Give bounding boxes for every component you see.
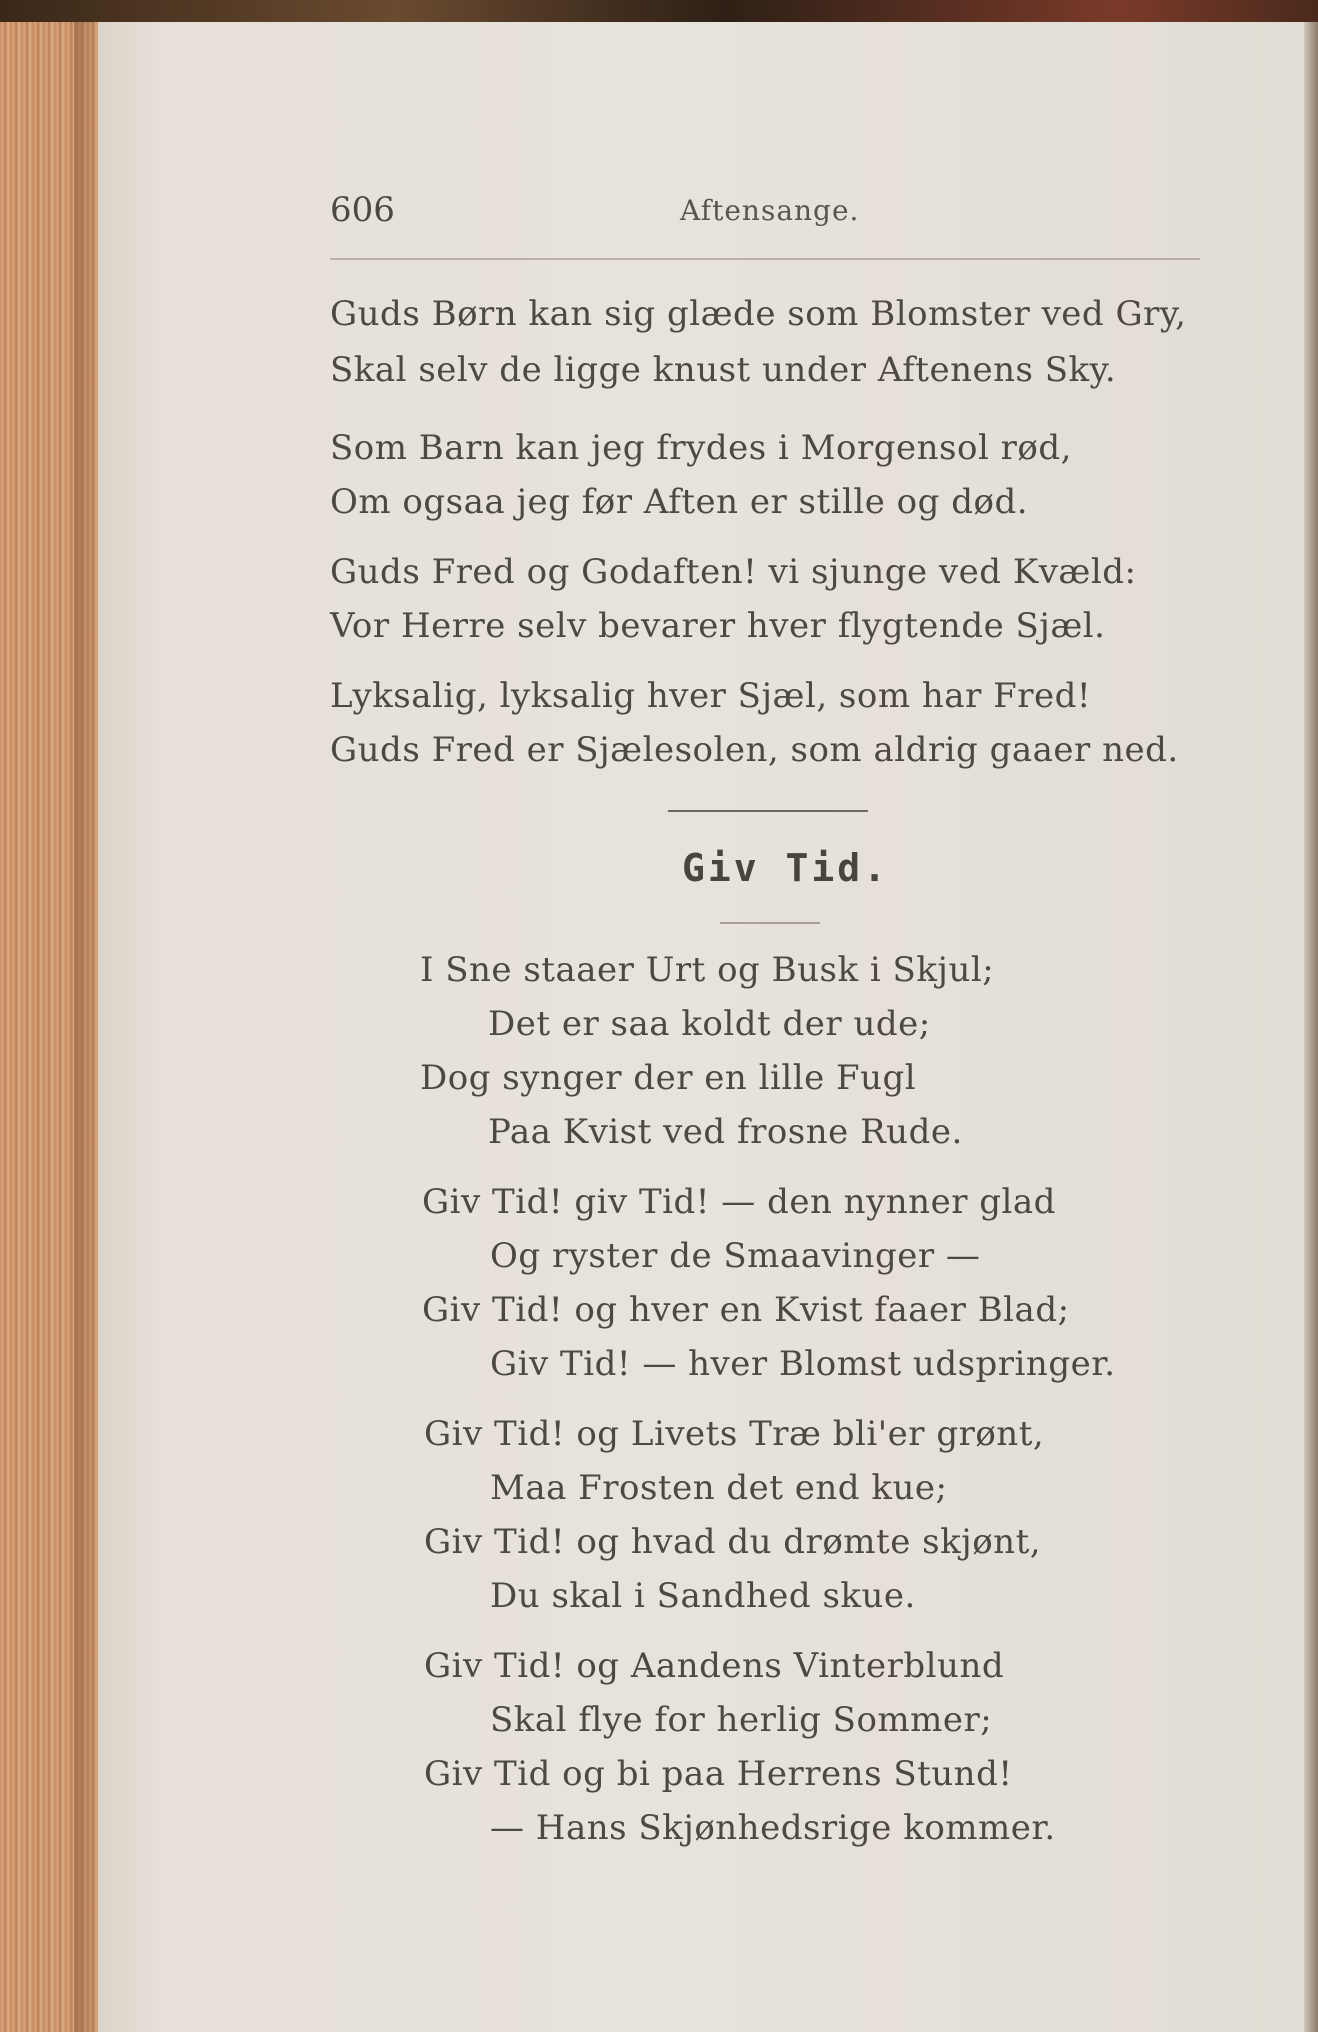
running-title: Aftensange. [680,194,860,227]
section-divider [668,810,868,812]
verse-line: — Hans Skjønhedsrige kommer. [490,1808,1056,1848]
verse-line: Dog synger der en lille Fugl [420,1058,917,1098]
verse-line: Maa Frosten det end kue; [490,1468,948,1508]
title-rule [720,922,820,924]
verse-line: Vor Herre selv bevarer hver flygtende Sjæl. [330,606,1106,646]
header-rule [330,258,1200,260]
verse-line: Guds Fred er Sjælesolen, som aldrig gaaer ned. [330,730,1179,770]
verse-line: Det er saa koldt der ude; [488,1004,931,1044]
verse-line: Giv Tid! og Livets Træ bli'er grønt, [424,1414,1045,1454]
page-header [330,190,1200,240]
verse-line: Giv Tid! og Aandens Vinterblund [424,1646,1005,1686]
verse-line: Og ryster de Smaavinger — [490,1236,981,1276]
verse-line: Guds Børn kan sig glæde som Blomster ved Gry, [330,294,1187,334]
verse-line: Guds Fred og Godaften! vi sjunge ved Kvæld: [330,552,1137,592]
verse-line: I Sne staaer Urt og Busk i Skjul; [420,950,995,990]
page-stack-edge [0,22,98,2032]
verse-line: Lyksalig, lyksalig hver Sjæl, som har Fred! [330,676,1092,716]
verse-line: Paa Kvist ved frosne Rude. [488,1112,963,1152]
page-number: 606 [330,190,395,230]
verse-line: Om ogsaa jeg før Aften er stille og død. [330,482,1029,522]
verse-line: Som Barn kan jeg frydes i Morgensol rød, [330,428,1072,468]
verse-line: Giv Tid og bi paa Herrens Stund! [424,1754,1013,1794]
verse-line: Giv Tid! giv Tid! — den nynner glad [422,1182,1056,1222]
poem-title: Giv Tid. [682,846,890,890]
right-page-edge [1304,22,1318,2032]
verse-line: Giv Tid! og hver en Kvist faaer Blad; [422,1290,1070,1330]
verse-line: Du skal i Sandhed skue. [490,1576,916,1616]
verse-line: Giv Tid! og hvad du drømte skjønt, [424,1522,1042,1562]
verse-line: Giv Tid! — hver Blomst udspringer. [490,1344,1116,1384]
verse-line: Skal flye for herlig Sommer; [490,1700,993,1740]
verse-line: Skal selv de ligge knust under Aftenens Sky. [330,350,1117,390]
